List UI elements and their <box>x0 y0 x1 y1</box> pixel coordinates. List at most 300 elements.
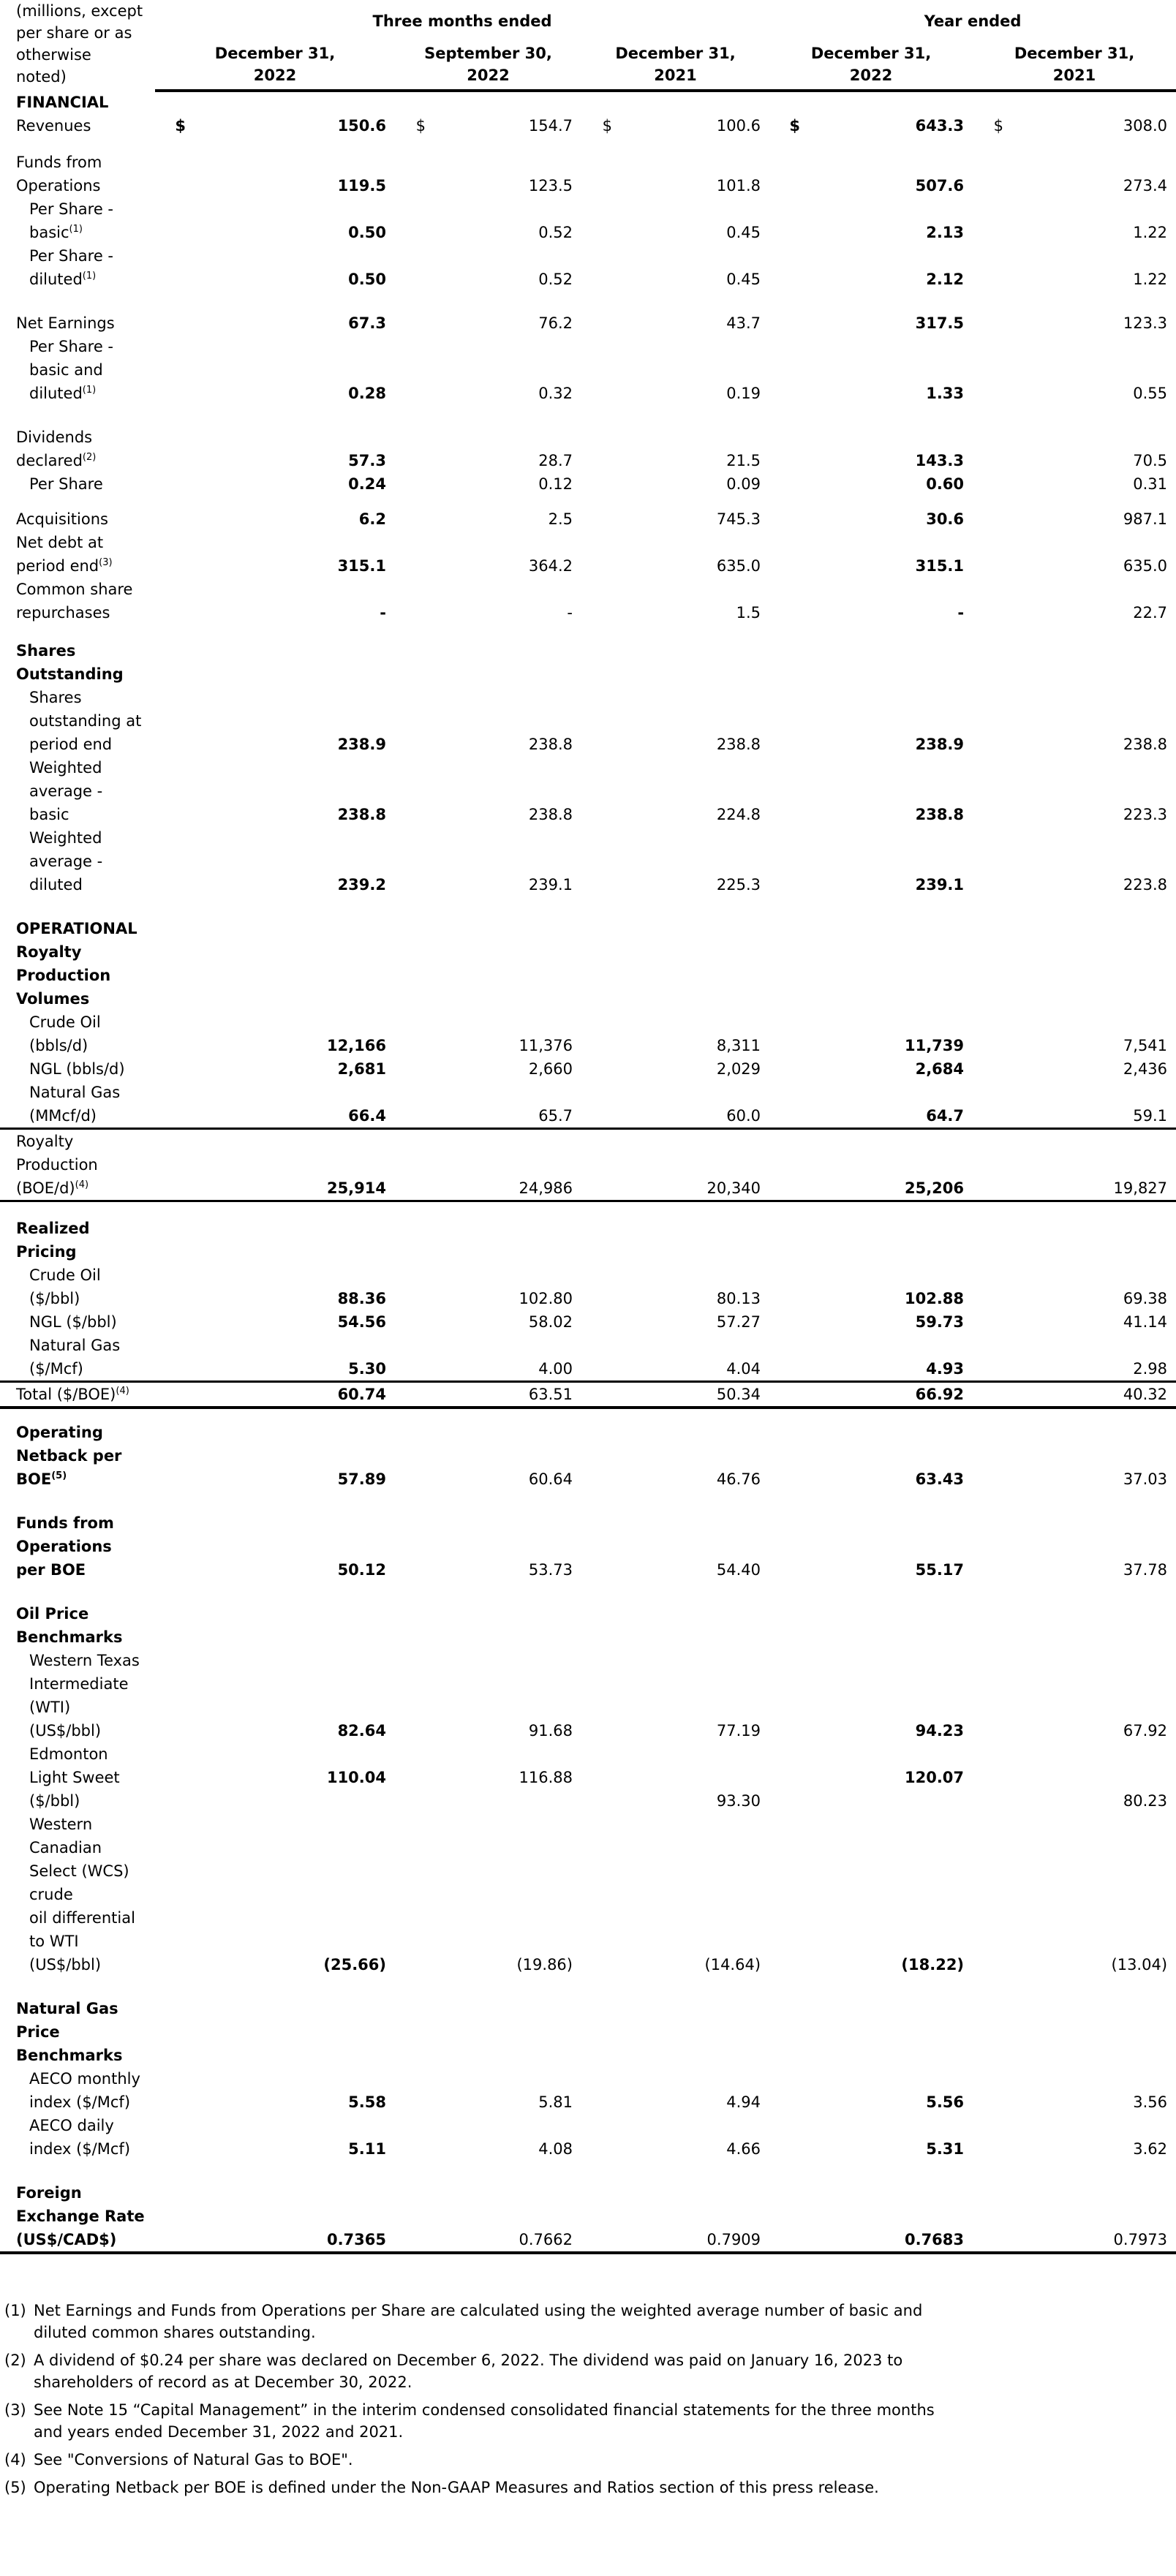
currency-cell <box>155 1129 187 1201</box>
table-row <box>0 1382 1176 1408</box>
value-cell: 41.14 <box>1123 1313 1168 1331</box>
currency-cell <box>973 531 1005 578</box>
value-cell: 88.36 <box>337 1290 386 1307</box>
currency-cell <box>973 2114 1005 2161</box>
footnote <box>4 2449 948 2471</box>
currency-cell <box>973 1217 1005 1264</box>
value-cell: 239.1 <box>915 876 965 894</box>
currency-cell <box>973 1011 1005 1057</box>
currency-cell <box>581 1310 614 1334</box>
currency-cell <box>769 686 802 756</box>
currency-cell <box>769 917 802 940</box>
spacer-row <box>0 2161 1176 2181</box>
currency-cell <box>155 1813 187 1976</box>
currency-cell <box>973 639 1005 686</box>
currency-cell <box>973 578 1005 624</box>
value-cell: 30.6 <box>926 510 965 528</box>
row-label: NGL ($/bbl) <box>29 1313 117 1331</box>
value-cell: 37.78 <box>1123 1561 1168 1579</box>
value-cell: 315.1 <box>337 557 386 575</box>
currency-cell <box>155 1310 187 1334</box>
currency-cell <box>973 940 1005 1011</box>
value-cell <box>1005 639 1176 686</box>
value-cell: 150.6 <box>337 117 386 135</box>
value-cell: 69.38 <box>1123 1290 1168 1307</box>
spacer-row <box>0 1582 1176 1602</box>
currency-cell <box>769 1217 802 1264</box>
table-row <box>0 2114 1176 2161</box>
group-header-three-months: Three months ended <box>372 12 552 30</box>
currency-cell <box>581 1334 614 1382</box>
value-cell: 102.80 <box>519 1290 573 1307</box>
table-row <box>0 756 1176 826</box>
currency-cell <box>395 1511 427 1582</box>
currency-cell <box>769 91 802 114</box>
currency-cell <box>973 91 1005 114</box>
value-cell: 4.04 <box>726 1360 761 1378</box>
value-cell: 102.88 <box>904 1290 965 1307</box>
value-cell: (19.86) <box>516 1956 573 1973</box>
spacer-row <box>0 1408 1176 1421</box>
section-row <box>0 940 1176 1011</box>
row-label: Per Share - basic and diluted$^{(1)}$ <box>29 338 113 402</box>
row-label: Crude Oil (bbls/d) <box>29 1013 101 1054</box>
value-cell: 57.89 <box>337 1470 386 1488</box>
currency-cell <box>769 2114 802 2161</box>
value-cell <box>802 917 973 940</box>
value-cell: 123.5 <box>528 177 573 194</box>
currency-cell <box>973 1997 1005 2067</box>
currency-cell <box>581 639 614 686</box>
currency-cell <box>973 1382 1005 1408</box>
footnote <box>4 2349 948 2393</box>
currency-cell <box>581 826 614 896</box>
value-cell: 20,340 <box>614 1129 769 1201</box>
spacer-cell <box>0 2161 1176 2181</box>
currency-cell <box>155 1081 187 1129</box>
currency-cell <box>581 1217 614 1264</box>
value-cell <box>1005 1602 1176 1649</box>
section-row <box>0 1997 1176 2067</box>
currency-cell <box>395 472 427 496</box>
value-cell: 11,376 <box>519 1037 573 1054</box>
footnote-reference: (1) <box>82 385 97 396</box>
value-cell <box>1005 91 1176 114</box>
currency-cell <box>395 151 427 197</box>
value-cell: 8,311 <box>716 1037 761 1054</box>
currency-cell <box>155 151 187 197</box>
spacer-cell <box>0 1582 1176 1602</box>
currency-cell <box>769 1649 802 1742</box>
currency-cell <box>769 426 802 472</box>
value-cell: 0.60 <box>926 475 965 493</box>
footnotes <box>0 2300 948 2498</box>
currency-cell <box>973 1129 1005 1201</box>
value-cell <box>802 91 973 114</box>
value-cell: 223.3 <box>1123 806 1168 823</box>
currency-cell <box>395 1310 427 1334</box>
currency-cell: $ <box>789 117 801 135</box>
currency-cell <box>155 244 187 291</box>
currency-cell <box>395 1742 427 1813</box>
currency-cell <box>395 686 427 756</box>
column-header-dec31-2022-y: December 31, 2022 <box>769 37 973 91</box>
value-cell: 2,660 <box>528 1060 573 1078</box>
spacer-cell <box>0 137 1176 151</box>
value-cell: 0.12 <box>538 475 573 493</box>
value-cell: 57.27 <box>716 1313 761 1331</box>
currency-cell <box>155 917 187 940</box>
currency-cell <box>581 1813 614 1976</box>
currency-cell <box>769 1334 802 1382</box>
currency-cell <box>581 2181 614 2253</box>
currency-cell <box>973 917 1005 940</box>
currency-cell <box>973 2067 1005 2114</box>
value-cell: 364.2 <box>528 557 573 575</box>
table-row <box>0 1310 1176 1334</box>
currency-cell <box>155 2114 187 2161</box>
currency-cell <box>973 1264 1005 1310</box>
value-cell: 119.5 <box>337 177 386 194</box>
value-cell: 239.2 <box>337 876 386 894</box>
currency-cell <box>155 1997 187 2067</box>
currency-cell <box>581 1057 614 1081</box>
table-row <box>0 531 1176 578</box>
value-cell: 66.4 <box>187 1081 395 1129</box>
value-cell <box>802 1217 973 1264</box>
value-cell: 70.5 <box>1133 452 1168 469</box>
value-cell: 54.56 <box>337 1313 386 1331</box>
currency-cell <box>581 1129 614 1201</box>
value-cell: 1.33 <box>926 385 965 402</box>
currency-cell <box>155 1057 187 1081</box>
value-cell: 58.02 <box>528 1313 573 1331</box>
spacer-cell <box>0 496 1176 507</box>
currency-cell <box>973 1057 1005 1081</box>
value-cell: 4.66 <box>726 2140 761 2158</box>
currency-cell <box>581 940 614 1011</box>
spacer-cell <box>0 291 1176 311</box>
value-cell: 123.3 <box>1123 314 1168 332</box>
currency-cell <box>395 426 427 472</box>
spacer-row <box>0 1201 1176 1217</box>
currency-cell <box>395 1997 427 2067</box>
currency-cell <box>973 311 1005 335</box>
footnote-marker: (5) <box>4 2479 26 2496</box>
value-cell: 2,436 <box>1123 1060 1168 1078</box>
spacer-row <box>0 496 1176 507</box>
row-label: Royalty Production Volumes <box>16 943 111 1008</box>
footnote-text: See "Conversions of Natural Gas to BOE". <box>34 2451 353 2469</box>
currency-cell <box>581 1081 614 1129</box>
currency-cell <box>155 2067 187 2114</box>
currency-cell <box>973 1334 1005 1382</box>
row-label: Western Texas Intermediate (WTI) (US$/bbl) <box>29 1652 140 1740</box>
currency-cell <box>395 1057 427 1081</box>
value-cell: 67.3 <box>348 314 386 332</box>
value-cell: 0.28 <box>348 385 386 402</box>
row-label: Acquisitions <box>16 510 108 528</box>
table-row <box>0 1649 1176 1742</box>
currency-cell: $ <box>175 117 186 135</box>
column-header-dec31-2021-y: December 31, 2021 <box>973 37 1176 91</box>
spacer-row <box>0 896 1176 917</box>
currency-cell <box>973 826 1005 896</box>
table-row <box>0 1334 1176 1382</box>
currency-cell <box>395 2181 427 2253</box>
value-cell: 60.74 <box>187 1382 395 1408</box>
currency-cell <box>769 1310 802 1334</box>
currency-cell <box>581 311 614 335</box>
currency-cell <box>973 1813 1005 1976</box>
currency-cell <box>395 1813 427 1976</box>
row-label: Funds from Operations <box>16 154 102 194</box>
footnote-reference: (1) <box>82 271 97 282</box>
value-cell: 25,206 <box>802 1129 973 1201</box>
value-cell <box>427 1997 581 2067</box>
value-cell: 11,739 <box>904 1037 965 1054</box>
currency-cell: $ <box>602 117 612 135</box>
row-label: Crude Oil ($/bbl) <box>29 1266 101 1307</box>
spacer-cell <box>0 896 1176 917</box>
table-row <box>0 507 1176 531</box>
footnote <box>4 2300 948 2343</box>
table-body <box>0 91 1176 2253</box>
currency-cell <box>973 686 1005 756</box>
currency-cell <box>155 426 187 472</box>
table-row <box>0 1264 1176 1310</box>
value-cell: 110.04 <box>326 1769 386 1786</box>
row-label: Shares outstanding at period end <box>29 689 142 753</box>
value-cell: 67.92 <box>1123 1722 1168 1740</box>
value-cell: 224.8 <box>716 806 761 823</box>
spacer-row <box>0 1976 1176 1997</box>
value-cell: 643.3 <box>915 117 965 135</box>
currency-cell: $ <box>993 117 1004 135</box>
currency-cell <box>769 244 802 291</box>
currency-cell <box>395 335 427 405</box>
currency-cell <box>973 335 1005 405</box>
row-label: Natural Gas ($/Mcf) <box>29 1337 121 1378</box>
footnote-marker: (2) <box>4 2352 26 2369</box>
value-cell: 80.13 <box>716 1290 761 1307</box>
currency-cell <box>973 1081 1005 1129</box>
currency-cell <box>581 1649 614 1742</box>
table-row <box>0 578 1176 624</box>
column-header-dec31-2022-q: December 31, 2022 <box>155 37 395 91</box>
currency-cell <box>769 1129 802 1201</box>
value-cell <box>802 639 973 686</box>
value-cell: 308.0 <box>1123 117 1168 135</box>
row-label: Oil Price Benchmarks <box>16 1605 123 1646</box>
value-cell <box>614 917 769 940</box>
value-cell: 12,166 <box>326 1037 386 1054</box>
table-row <box>0 2067 1176 2114</box>
value-cell: 54.40 <box>716 1561 761 1579</box>
value-cell: 5.81 <box>538 2093 573 2111</box>
value-cell: 77.19 <box>716 1722 761 1740</box>
currency-cell <box>155 578 187 624</box>
currency-cell <box>395 244 427 291</box>
value-cell: 0.45 <box>726 271 761 288</box>
value-cell: 154.7 <box>528 117 573 135</box>
currency-cell <box>395 1217 427 1264</box>
currency-cell <box>769 1264 802 1310</box>
value-cell <box>1005 917 1176 940</box>
value-cell: 28.7 <box>538 452 573 469</box>
row-label: Per Share - basic$^{(1)}$ <box>29 200 113 241</box>
value-cell: 66.92 <box>802 1382 973 1408</box>
row-label: Common share repurchases <box>16 581 133 622</box>
value-cell: 0.52 <box>538 271 573 288</box>
currency-cell: $ <box>415 117 426 135</box>
currency-cell <box>581 91 614 114</box>
table-row <box>0 426 1176 472</box>
value-cell <box>614 1602 769 1649</box>
value-cell: 5.58 <box>348 2093 386 2111</box>
currency-cell <box>155 507 187 531</box>
value-cell: 21.5 <box>726 452 761 469</box>
currency-cell <box>395 197 427 244</box>
footnote-marker: (1) <box>4 2302 26 2319</box>
currency-cell <box>155 197 187 244</box>
currency-cell <box>395 2114 427 2161</box>
value-cell: 239.1 <box>528 876 573 894</box>
value-cell: 101.8 <box>716 177 761 194</box>
currency-cell <box>395 1602 427 1649</box>
value-cell: 120.07 <box>904 1769 965 1786</box>
value-cell: 238.8 <box>915 806 965 823</box>
table-header <box>0 0 1176 91</box>
value-cell: 1.22 <box>1133 271 1168 288</box>
row-label: Operating Netback per BOE$^{(5)}$ <box>16 1424 122 1488</box>
currency-cell <box>769 1813 802 1976</box>
value-cell: 5.11 <box>348 2140 386 2158</box>
value-cell: 60.0 <box>614 1081 769 1129</box>
currency-cell <box>769 1742 802 1813</box>
currency-cell <box>769 507 802 531</box>
value-cell: 91.68 <box>528 1722 573 1740</box>
value-cell: 4.94 <box>726 2093 761 2111</box>
value-cell <box>427 1217 581 1264</box>
row-label: Royalty Production $(BOE/d)^{(4)}$ <box>0 1129 155 1201</box>
footnote-marker: (4) <box>4 2451 26 2469</box>
value-cell: 273.4 <box>1123 177 1168 194</box>
value-cell <box>614 1997 769 2067</box>
currency-cell <box>581 1511 614 1582</box>
currency-cell <box>395 1081 427 1129</box>
currency-cell <box>395 1264 427 1310</box>
footnote-text: A dividend of $0.24 per share was declared on December 6, 2022. The dividend was paid on January 16, 2023 to shareholders of record as at December 30, 2022. <box>34 2352 903 2391</box>
currency-cell <box>155 1421 187 1491</box>
currency-cell <box>769 151 802 197</box>
table-row <box>0 472 1176 496</box>
table-row <box>0 1129 1176 1201</box>
currency-cell <box>973 756 1005 826</box>
row-label: Total ($/BOE)$^{(4)}$ <box>0 1382 155 1408</box>
value-cell <box>614 91 769 114</box>
currency-cell <box>395 917 427 940</box>
currency-cell <box>395 311 427 335</box>
value-cell: 0.31 <box>1133 475 1168 493</box>
row-label: Shares Outstanding <box>16 642 124 683</box>
value-cell: 238.9 <box>915 736 965 753</box>
currency-cell <box>769 335 802 405</box>
currency-cell <box>973 2181 1005 2253</box>
value-cell: 5.56 <box>926 2093 965 2111</box>
value-cell: 2,029 <box>716 1060 761 1078</box>
value-cell: 50.12 <box>337 1561 386 1579</box>
spacer-row <box>0 291 1176 311</box>
value-cell: 50.34 <box>614 1382 769 1408</box>
table-row <box>0 244 1176 291</box>
section-row <box>0 91 1176 114</box>
table-row <box>0 1057 1176 1081</box>
table-row <box>0 1511 1176 1582</box>
currency-cell <box>581 756 614 826</box>
value-cell <box>427 917 581 940</box>
value-cell: 0.52 <box>538 224 573 241</box>
currency-cell <box>155 940 187 1011</box>
value-cell: 143.3 <box>915 452 965 469</box>
row-label: Net Earnings <box>16 314 115 332</box>
currency-cell <box>155 311 187 335</box>
footnote-reference: (2) <box>82 452 97 463</box>
table-row <box>0 2181 1176 2253</box>
currency-cell <box>581 244 614 291</box>
value-cell: 238.9 <box>337 736 386 753</box>
value-cell: 63.43 <box>915 1470 965 1488</box>
currency-cell <box>769 826 802 896</box>
value-cell <box>187 639 395 686</box>
value-cell: 4.00 <box>538 1360 573 1378</box>
value-cell: 25,914 <box>187 1129 395 1201</box>
value-cell: 635.0 <box>716 557 761 575</box>
value-cell: 100.6 <box>716 117 761 135</box>
spacer-cell <box>0 1976 1176 1997</box>
currency-cell <box>395 507 427 531</box>
value-cell: 0.7662 <box>427 2181 581 2253</box>
row-label: Revenues <box>16 117 91 135</box>
value-cell: 238.8 <box>528 736 573 753</box>
value-cell: 57.3 <box>348 452 386 469</box>
section-row <box>0 1217 1176 1264</box>
currency-cell <box>973 426 1005 472</box>
value-cell <box>187 91 395 114</box>
currency-cell <box>769 2067 802 2114</box>
value-cell <box>427 1602 581 1649</box>
row-label: Edmonton Light Sweet ($/bbl) <box>29 1745 120 1810</box>
value-cell: 0.50 <box>348 224 386 241</box>
currency-cell <box>155 639 187 686</box>
value-cell: 82.64 <box>337 1722 386 1740</box>
value-cell: 0.7365 <box>187 2181 395 2253</box>
currency-cell <box>155 1217 187 1264</box>
value-cell: 43.7 <box>726 314 761 332</box>
currency-cell <box>155 1382 187 1408</box>
value-cell: 116.88 <box>519 1769 573 1786</box>
footnote <box>4 2477 948 2498</box>
value-cell: 317.5 <box>915 314 965 332</box>
currency-cell <box>973 197 1005 244</box>
spacer-row <box>0 624 1176 639</box>
value-cell <box>187 1997 395 2067</box>
value-cell: 2.98 <box>1133 1360 1168 1378</box>
currency-cell <box>155 91 187 114</box>
value-cell: 59.73 <box>915 1313 965 1331</box>
value-cell <box>187 1217 395 1264</box>
currency-cell <box>395 1382 427 1408</box>
